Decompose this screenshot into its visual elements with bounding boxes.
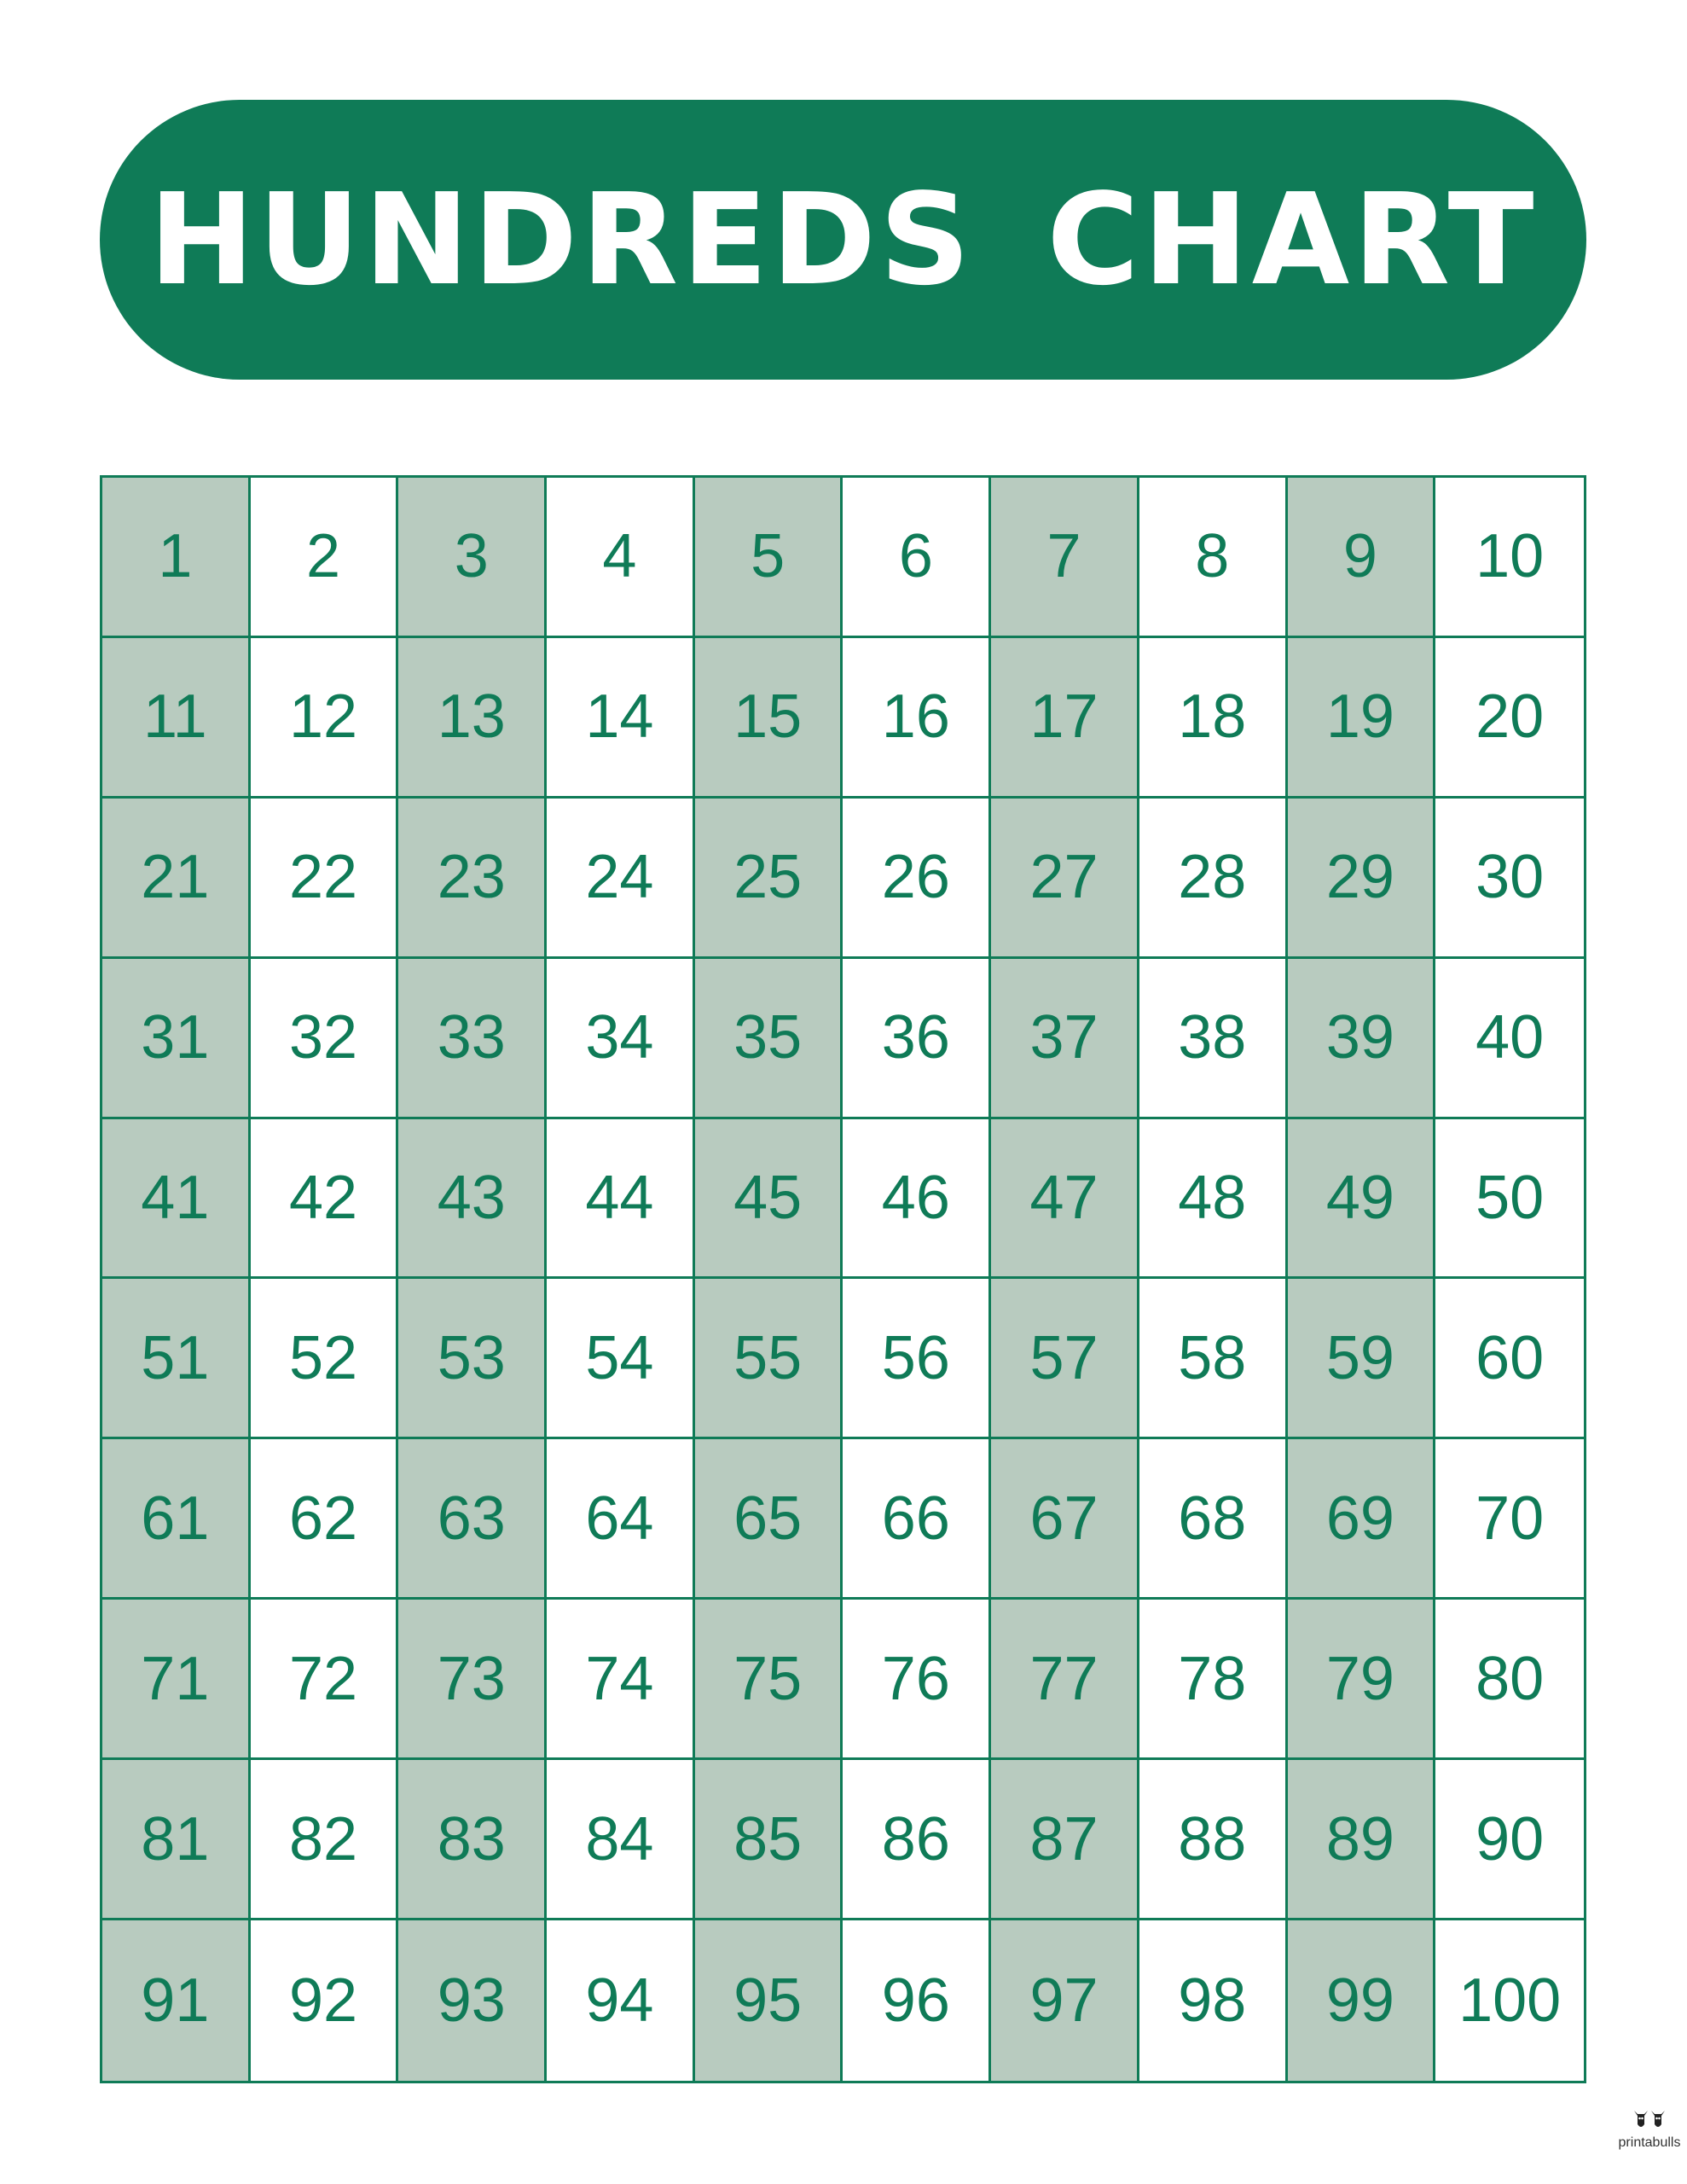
number-cell: 35	[695, 959, 844, 1119]
number-cell: 30	[1435, 799, 1584, 959]
number-cell: 70	[1435, 1439, 1584, 1600]
number-cell: 18	[1139, 638, 1288, 799]
printabulls-logo	[1612, 2107, 1687, 2175]
number-cell: 87	[991, 1760, 1139, 1920]
number-cell: 8	[1139, 478, 1288, 638]
number-cell: 61	[102, 1439, 251, 1600]
number-cell: 28	[1139, 799, 1288, 959]
number-cell: 25	[695, 799, 844, 959]
number-cell: 60	[1435, 1279, 1584, 1439]
number-cell: 48	[1139, 1119, 1288, 1280]
number-cell: 46	[843, 1119, 991, 1280]
number-cell: 15	[695, 638, 844, 799]
number-cell: 9	[1288, 478, 1436, 638]
number-cell: 79	[1288, 1600, 1436, 1760]
bull-heads-icon	[1631, 2107, 1668, 2135]
number-cell: 19	[1288, 638, 1436, 799]
page-title: HUNDREDS CHART	[148, 166, 1538, 313]
number-cell: 57	[991, 1279, 1139, 1439]
number-cell: 76	[843, 1600, 991, 1760]
number-cell: 34	[547, 959, 695, 1119]
number-cell: 49	[1288, 1119, 1436, 1280]
number-cell: 5	[695, 478, 844, 638]
number-cell: 85	[695, 1760, 844, 1920]
number-cell: 26	[843, 799, 991, 959]
number-cell: 47	[991, 1119, 1139, 1280]
number-cell: 98	[1139, 1920, 1288, 2081]
number-cell: 33	[398, 959, 547, 1119]
number-cell: 14	[547, 638, 695, 799]
number-cell: 40	[1435, 959, 1584, 1119]
number-cell: 64	[547, 1439, 695, 1600]
number-cell: 56	[843, 1279, 991, 1439]
number-cell: 32	[251, 959, 399, 1119]
number-cell: 4	[547, 478, 695, 638]
number-cell: 41	[102, 1119, 251, 1280]
number-cell: 82	[251, 1760, 399, 1920]
number-cell: 74	[547, 1600, 695, 1760]
number-cell: 93	[398, 1920, 547, 2081]
number-cell: 2	[251, 478, 399, 638]
number-cell: 94	[547, 1920, 695, 2081]
number-cell: 83	[398, 1760, 547, 1920]
number-cell: 54	[547, 1279, 695, 1439]
number-cell: 69	[1288, 1439, 1436, 1600]
number-cell: 22	[251, 799, 399, 959]
number-cell: 90	[1435, 1760, 1584, 1920]
number-cell: 21	[102, 799, 251, 959]
number-cell: 99	[1288, 1920, 1436, 2081]
number-cell: 42	[251, 1119, 399, 1280]
number-cell: 71	[102, 1600, 251, 1760]
number-cell: 6	[843, 478, 991, 638]
number-cell: 36	[843, 959, 991, 1119]
number-cell: 43	[398, 1119, 547, 1280]
number-cell: 31	[102, 959, 251, 1119]
number-cell: 68	[1139, 1439, 1288, 1600]
number-cell: 39	[1288, 959, 1436, 1119]
number-cell: 59	[1288, 1279, 1436, 1439]
number-cell: 81	[102, 1760, 251, 1920]
number-cell: 16	[843, 638, 991, 799]
number-cell: 44	[547, 1119, 695, 1280]
number-cell: 11	[102, 638, 251, 799]
number-cell: 91	[102, 1920, 251, 2081]
number-cell: 67	[991, 1439, 1139, 1600]
number-cell: 17	[991, 638, 1139, 799]
number-cell: 100	[1435, 1920, 1584, 2081]
number-cell: 92	[251, 1920, 399, 2081]
number-cell: 52	[251, 1279, 399, 1439]
number-cell: 53	[398, 1279, 547, 1439]
number-cell: 50	[1435, 1119, 1584, 1280]
number-cell: 88	[1139, 1760, 1288, 1920]
number-cell: 72	[251, 1600, 399, 1760]
number-cell: 10	[1435, 478, 1584, 638]
number-cell: 45	[695, 1119, 844, 1280]
title-banner	[100, 100, 1586, 380]
number-cell: 55	[695, 1279, 844, 1439]
number-cell: 20	[1435, 638, 1584, 799]
number-cell: 77	[991, 1600, 1139, 1760]
number-cell: 51	[102, 1279, 251, 1439]
number-cell: 62	[251, 1439, 399, 1600]
number-cell: 29	[1288, 799, 1436, 959]
number-cell: 3	[398, 478, 547, 638]
number-cell: 65	[695, 1439, 844, 1600]
number-cell: 66	[843, 1439, 991, 1600]
number-cell: 58	[1139, 1279, 1288, 1439]
number-cell: 97	[991, 1920, 1139, 2081]
number-cell: 13	[398, 638, 547, 799]
number-cell: 75	[695, 1600, 844, 1760]
logo-text: printabulls	[1618, 2135, 1681, 2150]
number-cell: 80	[1435, 1600, 1584, 1760]
number-cell: 24	[547, 799, 695, 959]
number-cell: 73	[398, 1600, 547, 1760]
number-cell: 86	[843, 1760, 991, 1920]
number-cell: 7	[991, 478, 1139, 638]
number-cell: 27	[991, 799, 1139, 959]
number-cell: 96	[843, 1920, 991, 2081]
number-cell: 37	[991, 959, 1139, 1119]
number-cell: 63	[398, 1439, 547, 1600]
number-cell: 38	[1139, 959, 1288, 1119]
number-cell: 1	[102, 478, 251, 638]
number-cell: 12	[251, 638, 399, 799]
number-cell: 84	[547, 1760, 695, 1920]
number-cell: 89	[1288, 1760, 1436, 1920]
hundreds-grid	[100, 475, 1586, 2083]
number-cell: 95	[695, 1920, 844, 2081]
number-cell: 23	[398, 799, 547, 959]
number-cell: 78	[1139, 1600, 1288, 1760]
